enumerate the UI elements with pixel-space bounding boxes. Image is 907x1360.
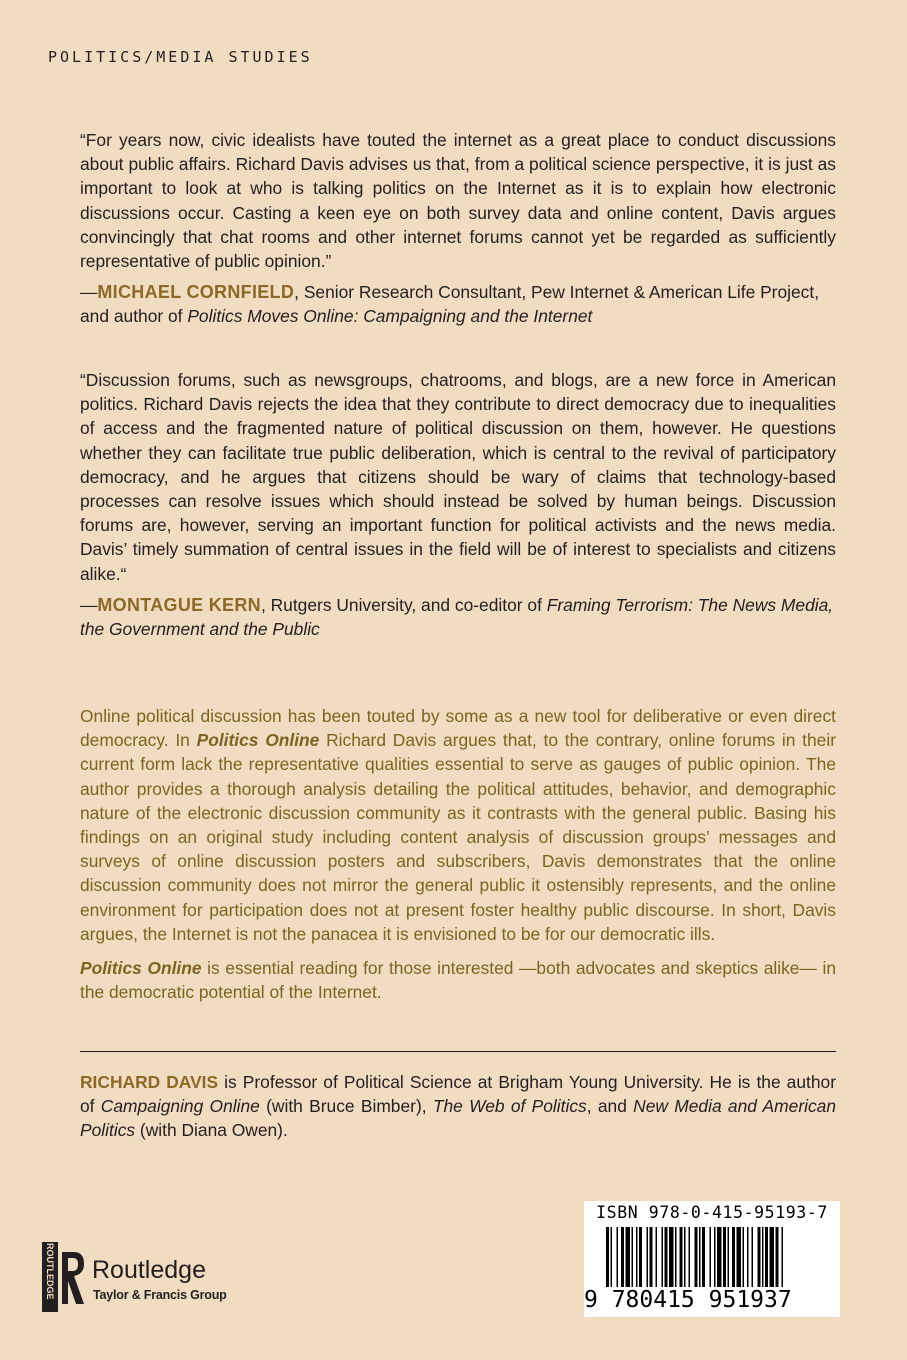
endorsement-2 xyxy=(80,368,836,641)
barcode-digits: 9 780415 951937 xyxy=(584,1287,792,1313)
publisher-group: Taylor & Francis Group xyxy=(93,1288,227,1302)
category-label: POLITICS/MEDIA STUDIES xyxy=(48,48,313,66)
divider xyxy=(80,1051,836,1052)
endorser-book-title: Politics Moves Online: Campaigning and the Internet xyxy=(187,306,593,327)
barcode-icon xyxy=(592,1227,832,1289)
closing-paragraph: Politics Online is essential reading for those interested —both advocates and skeptics alike— in the democratic potential of the Internet. xyxy=(80,958,836,1003)
endorser-name: MONTAGUE KERN xyxy=(97,594,261,615)
author-name: RICHARD DAVIS xyxy=(80,1072,219,1092)
author-bio-text: RICHARD DAVIS is Professor of Political Science at Brigham Young University. He is the author of Campaigning Online (with Bruce Bimber), The Web of Politics, and New Media and American Politics (with Diana Owen). xyxy=(80,1072,837,1141)
book-description xyxy=(80,704,836,1004)
publisher-name: Routledge xyxy=(92,1256,206,1284)
endorser-name: MICHAEL CORNFIELD xyxy=(97,282,295,303)
author-bio xyxy=(80,1070,836,1143)
description-paragraph: Online political discussion has been touted by some as a new tool for deliberative or even direct democracy. In Politics Online Richard Davis argues that, to the contrary, online forums in their current form lack the representative qualities essential to serve as gauges of public opinion. The author provides a thorough analysis detailing the political attitudes, behavior, and demographic nature of the electronic discussion community as it contrasts with the general public. Basing his findings on an original study including content analysis of discussion groups’ messages and surveys of online discussion posters and subscribers, Davis demonstrates that the online discussion community does not mirror the general public it ostensibly represents, and the online environment for participation does not at present foster healthy public discourse. In short, Davis argues, the Internet is not the panacea it is envisioned to be for our democratic ills. xyxy=(80,706,836,944)
endorsement-2-attribution: —MONTAGUE KERN, Rutgers University, and co-editor of Framing Terrorism: The News Media, the Government and the Public xyxy=(80,594,834,640)
endorsement-2-text: “Discussion forums, such as newsgroups, chatrooms, and blogs, are a new force in American politics. Richard Davis rejects the idea that they contribute to direct democracy due to inequalities of access and the fragmented nature of political discussion on them, however. He questions whether they can facilitate true public deliberation, which is central to the revival of participatory democracy, and he argues that citizens should be wary of claims that technology-based processes can resolve issues which should instead be solved by human beings. Discussion forums are, however, serving an important function for political activists and the news media. Davis’ timely summation of central issues in the field will be of interest to specialists and citizens alike.“ xyxy=(80,370,836,584)
book-title: Politics Online xyxy=(196,730,320,751)
endorsement-1-text: “For years now, civic idealists have touted the internet as a great place to conduct discussions about public affairs. Richard Davis advises us that, from a political science perspective, it is just as important to look at who is talking politics on the Internet as it is to explain how electronic discussions occur. Casting a keen eye on both survey data and online content, Davis argues convincingly that chat rooms and other internet forums cannot yet be regarded as sufficiently representative of public opinion.” xyxy=(80,130,836,272)
book-title: Politics Online xyxy=(80,958,202,979)
endorsement-1 xyxy=(80,128,836,329)
endorser-book-title: Framing Terrorism: The News Media, the Government and the Public xyxy=(80,594,834,640)
publisher-logo xyxy=(42,1242,252,1312)
endorsement-1-attribution: —MICHAEL CORNFIELD, Senior Research Consultant, Pew Internet & American Life Project, and author of Politics Moves Online: Campaigning and the Internet xyxy=(80,282,820,327)
publisher-vertical-mark: ROUTLEDGE xyxy=(45,1243,55,1300)
r-emblem-icon xyxy=(60,1250,86,1306)
isbn-barcode xyxy=(584,1201,840,1317)
isbn-label: ISBN 978-0-415-95193-7 xyxy=(596,1203,828,1222)
